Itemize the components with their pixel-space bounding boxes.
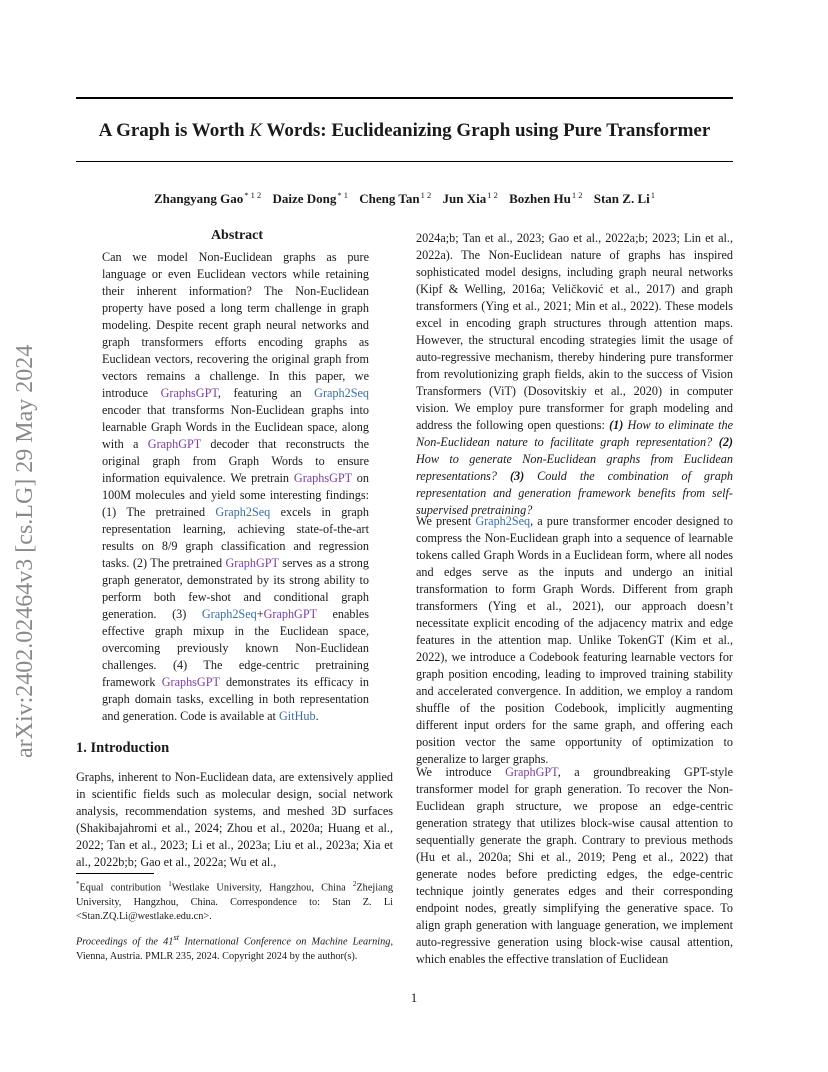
graphsgpt-link[interactable]: GraphsGPT — [160, 386, 218, 400]
title-bottom-rule — [76, 161, 733, 162]
graphsgpt-link[interactable]: GraphsGPT — [161, 675, 220, 689]
graphgpt-link[interactable]: GraphGPT — [505, 765, 558, 779]
section-heading-introduction: 1. Introduction — [76, 740, 170, 756]
graphgpt-link[interactable]: GraphGPT — [263, 607, 317, 621]
author-4: Jun Xia$^{1 2}$ — [442, 190, 498, 206]
graphsgpt-link[interactable]: GraphsGPT — [293, 471, 352, 485]
author-2: Daize Dong$^{* 1}$ — [272, 190, 349, 206]
abstract-body: Can we model Non-Euclidean graphs as pure language or even Euclidean vectors while retaining their inherent information? The Non-Euclidean property have posed a long term challenge in graph modeling. Despite recent graph neural networks and graph transformers efforts encoding graphs as Euclidean vectors, recovering the original graph from vectors remains a challenge. In this paper, we introduce GraphsGPT, featuring an Graph2Seq encoder that transforms Non-Euclidean graphs into learnable Graph Words in the Euclidean space, along with a GraphGPT decoder that reconstructs the original graph from Graph Words to ensure information equivalence. We pretrain GraphsGPT on 100M molecules and yield some interesting findings: (1) The pretrained Graph2Seq excels in graph representation learning, achieving state-of-the-art results on 8/9 graph classification and regression tasks. (2) The pretrained GraphGPT serves as a strong graph generator, demonstrated by its strong ability to perform both few-shot and conditional graph generation. (3) Graph2Seq+GraphGPT enables effective graph mixup in the Euclidean space, overcoming previously known Non-Euclidean challenges. (4) The edge-centric pretraining framework GraphsGPT demonstrates its efficacy in graph domain tasks, excelling in both representation and generation. Code is available at GitHub. — [102, 250, 370, 723]
graphgpt-link[interactable]: GraphGPT — [225, 556, 279, 570]
author-list — [76, 190, 733, 207]
abstract-heading: Abstract — [210, 228, 264, 243]
github-link[interactable]: GitHub — [279, 709, 316, 723]
footnote-rule — [76, 873, 154, 874]
arxiv-stamp: arXiv:2402.02464v3 [cs.LG] 29 May 2024 — [12, 344, 38, 758]
footnote: *Equal contribution $^1$Westlake University, Hangzhou, China $^2$Zhejiang University, Hangzhou, China. Correspondence to: Stan Z. Li <Stan.ZQ.Li@westlake.edu.cn>. — [76, 880, 393, 923]
author-1: Zhangyang Gao$^{* 1 2}$ — [154, 190, 262, 206]
page-number: 1 — [410, 990, 418, 1005]
graph2seq-link[interactable]: Graph2Seq — [201, 607, 257, 621]
paper-title: A Graph is Worth K Words: Euclideanizing Graph using Pure Transformer — [98, 120, 711, 141]
graph2seq-link[interactable]: Graph2Seq — [215, 505, 271, 519]
author-6: Stan Z. Li$^1$ — [593, 190, 655, 206]
graph2seq-link[interactable]: Graph2Seq — [475, 514, 531, 528]
title-top-rule — [76, 97, 733, 99]
right-paragraph-1: 2024a;b; Tan et al., 2023; Gao et al., 2022a;b; 2023; Lin et al., 2022a). The Non-Euclidean nature of graphs has inspired sophisticated model designs, including graph neural networks (Kipf & Welling, 2016a; Veličković et al., 2017) and graph transformers (Ying et al., 2021; Min et al., 2022). These models excel in encoding graph structures through attention maps. However, the structural encoding strategies limit the usage of auto-regressive mechanism, thereby hindering pure transformer from revolutionizing graph fields, akin to the success of Vision Transformers (ViT) (Dosovitskiy et al., 2020) in computer vision. We employ pure transformer for graph modeling and address the following open questions: (1) How to eliminate the Non-Euclidean nature to facilitate graph representation? (2) How to generate Non-Euclidean graphs from Euclidean representations? (3) Could the combination of graph representation and generation framework benefits from self-supervised pretraining? — [416, 231, 734, 517]
right-paragraph-3: We introduce GraphGPT, a groundbreaking GPT-style transformer model for graph generation. To recover the Non-Euclidean graph structure, we propose an edge-centric generation strategy that utilizes block-wise causal attention to sequentially generate the graph. Contrary to previous methods (Hu et al., 2020a; Shi et al., 2019; Peng et al., 2022) that generate nodes before predicting edges, the edge-centric technique jointly generates edges and their corresponding endpoint nodes, greatly simplifying the generative space. To align graph generation with language generation, we implement auto-regressive generation using block-wise causal attention, which enables the effective translation of Euclidean — [416, 765, 733, 966]
right-paragraph-2: We present Graph2Seq, a pure transformer encoder designed to compress the Non-Euclidean graph into a sequence of learnable tokens called Graph Words in a Euclidean form, where all nodes and edges serve as the inputs and undergo an initial transformation to form Graph Words. Different from graph transformers (Ying et al., 2021), our approach doesn’t necessitate explicit encoding of the adjacency matrix and edge features in the attention map. Unlike TokenGT (Kim et al., 2022), we introduce a Codebook featuring learnable vectors for graph position encoding, leading to improved training stability and accelerated convergence. In addition, we employ a random shuffle of the position Codebook, implicitly augmenting different input orders for the same graph, and offering each position vector the same opportunity of optimization to generalize to larger graphs. — [416, 514, 733, 766]
graphgpt-link[interactable]: GraphGPT — [147, 437, 202, 451]
proceedings-note: Proceedings of the 41st International Conference on Machine Learning, Vienna, Austria. PMLR 235, 2024. Copyright 2024 by the author(s). — [76, 932, 394, 962]
introduction-paragraph: Graphs, inherent to Non-Euclidean data, are extensively applied in scientific fields such as molecular design, social network analysis, recommendation systems, and meshed 3D surfaces (Shakibajahromi et al., 2024; Zhou et al., 2020a; Huang et al., 2022; Tan et al., 2023; Li et al., 2023a; Liu et al., 2023a; Xia et al., 2022b;b; Gao et al., 2022a; Wu et al., — [76, 770, 393, 869]
author-5: Bozhen $Hu^{1 2}$ — [509, 190, 583, 206]
graph2seq-link[interactable]: Graph2Seq — [314, 386, 369, 400]
author-3: Cheng Tan$^{1 2}$ — [359, 190, 432, 206]
